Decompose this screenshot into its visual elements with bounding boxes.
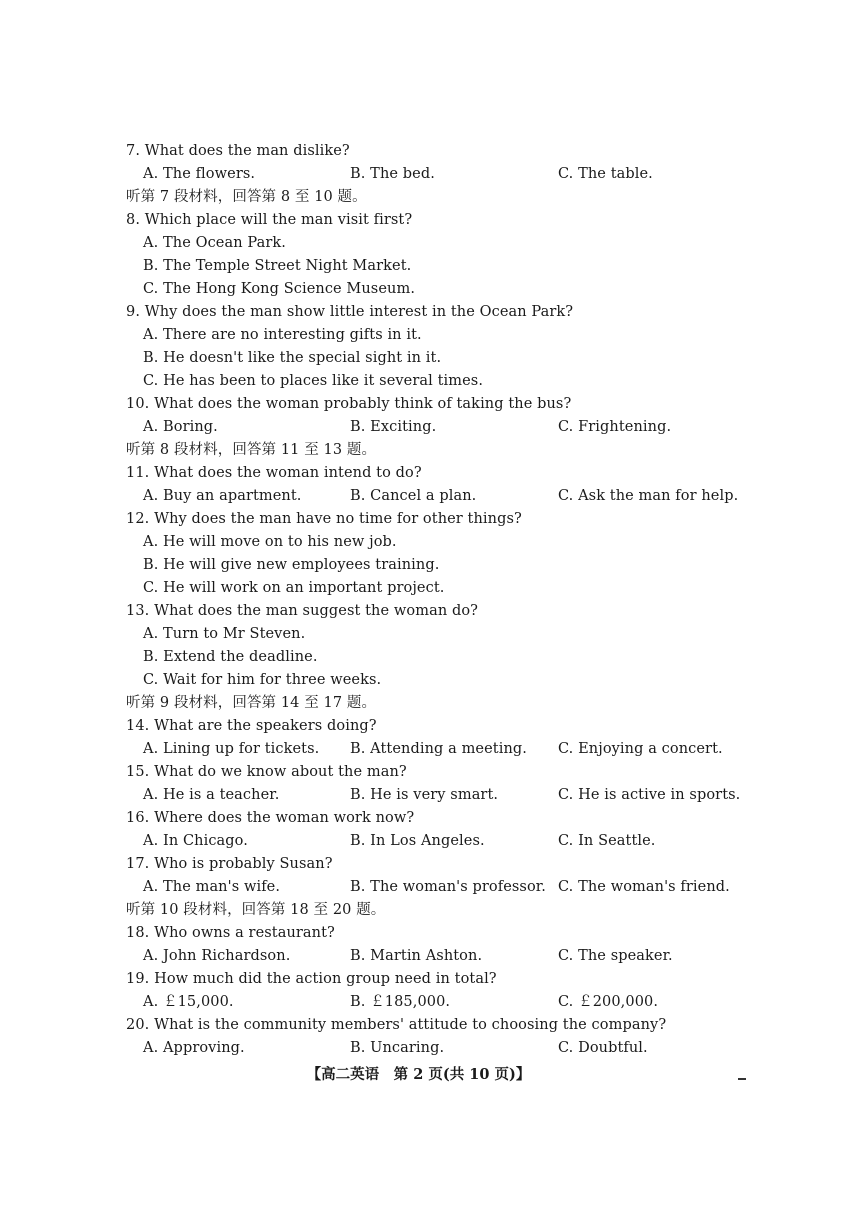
- question-14: 14. What are the speakers doing?: [126, 718, 377, 734]
- question-10: 10. What does the woman probably think of taking the bus?: [126, 396, 572, 412]
- option-14b: B. Attending a meeting.: [350, 741, 527, 757]
- option-8b: B. The Temple Street Night Market.: [143, 258, 412, 274]
- option-16b: B. In Los Angeles.: [350, 833, 485, 849]
- option-14a: A. Lining up for tickets.: [143, 741, 320, 757]
- question-16: 16. Where does the woman work now?: [126, 810, 415, 826]
- option-20b: B. Uncaring.: [350, 1040, 445, 1056]
- option-9c: C. He has been to places like it several times.: [143, 373, 484, 389]
- question-17: 17. Who is probably Susan?: [126, 856, 333, 872]
- page-mark-dash: [738, 1078, 746, 1080]
- question-20: 20. What is the community members' attitude to choosing the company?: [126, 1017, 667, 1033]
- option-8c: C. The Hong Kong Science Museum.: [143, 281, 416, 297]
- option-16a: A. In Chicago.: [143, 833, 248, 849]
- option-12c: C. He will work on an important project.: [143, 580, 445, 596]
- section-heading-10: 听第 10 段材料，回答第 18 至 20 题。: [126, 902, 386, 918]
- option-20a: A. Approving.: [143, 1040, 245, 1056]
- option-16c: C. In Seattle.: [558, 833, 656, 849]
- option-15a: A. He is a teacher.: [143, 787, 280, 803]
- option-11a: A. Buy an apartment.: [143, 488, 302, 504]
- page-footer: [0, 1066, 867, 1084]
- option-20c: C. Doubtful.: [558, 1040, 648, 1056]
- option-12b: B. He will give new employees training.: [143, 557, 440, 573]
- section-heading-8: 听第 8 段材料，回答第 11 至 13 题。: [126, 442, 377, 458]
- option-15c: C. He is active in sports.: [558, 787, 741, 803]
- question-11: 11. What does the woman intend to do?: [126, 465, 422, 481]
- question-12: 12. Why does the man have no time for other things?: [126, 511, 522, 527]
- option-18a: A. John Richardson.: [143, 948, 291, 964]
- option-18c: C. The speaker.: [558, 948, 673, 964]
- question-19: 19. How much did the action group need in total?: [126, 971, 497, 987]
- section-heading-7: 听第 7 段材料，回答第 8 至 10 题。: [126, 189, 367, 205]
- option-13a: A. Turn to Mr Steven.: [143, 626, 306, 642]
- option-14c: C. Enjoying a concert.: [558, 741, 723, 757]
- option-7c: C. The table.: [558, 166, 653, 182]
- question-13: 13. What does the man suggest the woman do?: [126, 603, 479, 619]
- question-15: 15. What do we know about the man?: [126, 764, 407, 780]
- option-12a: A. He will move on to his new job.: [143, 534, 397, 550]
- question-7: 7. What does the man dislike?: [126, 143, 350, 159]
- option-11c: C. Ask the man for help.: [558, 488, 739, 504]
- option-13b: B. Extend the deadline.: [143, 649, 318, 665]
- option-10b: B. Exciting.: [350, 419, 437, 435]
- option-18b: B. Martin Ashton.: [350, 948, 483, 964]
- option-15b: B. He is very smart.: [350, 787, 499, 803]
- option-19a: A. ￡15,000.: [143, 994, 234, 1010]
- section-heading-9: 听第 9 段材料，回答第 14 至 17 题。: [126, 695, 377, 711]
- option-11b: B. Cancel a plan.: [350, 488, 477, 504]
- question-9: 9. Why does the man show little interest in the Ocean Park?: [126, 304, 574, 320]
- option-17c: C. The woman's friend.: [558, 879, 730, 895]
- question-18: 18. Who owns a restaurant?: [126, 925, 335, 941]
- option-13c: C. Wait for him for three weeks.: [143, 672, 382, 688]
- option-10a: A. Boring.: [143, 419, 218, 435]
- question-8: 8. Which place will the man visit first?: [126, 212, 413, 228]
- option-19c: C. ￡200,000.: [558, 994, 659, 1010]
- page-footer-text: 【高二英语 第 2 页(共 10 页)】: [306, 1066, 531, 1083]
- option-8a: A. The Ocean Park.: [143, 235, 286, 251]
- option-7b: B. The bed.: [350, 166, 435, 182]
- option-7a: A. The flowers.: [143, 166, 256, 182]
- option-19b: B. ￡185,000.: [350, 994, 451, 1010]
- option-17a: A. The man's wife.: [143, 879, 281, 895]
- option-17b: B. The woman's professor.: [350, 879, 546, 895]
- option-9a: A. There are no interesting gifts in it.: [143, 327, 422, 343]
- option-10c: C. Frightening.: [558, 419, 672, 435]
- option-9b: B. He doesn't like the special sight in it.: [143, 350, 442, 366]
